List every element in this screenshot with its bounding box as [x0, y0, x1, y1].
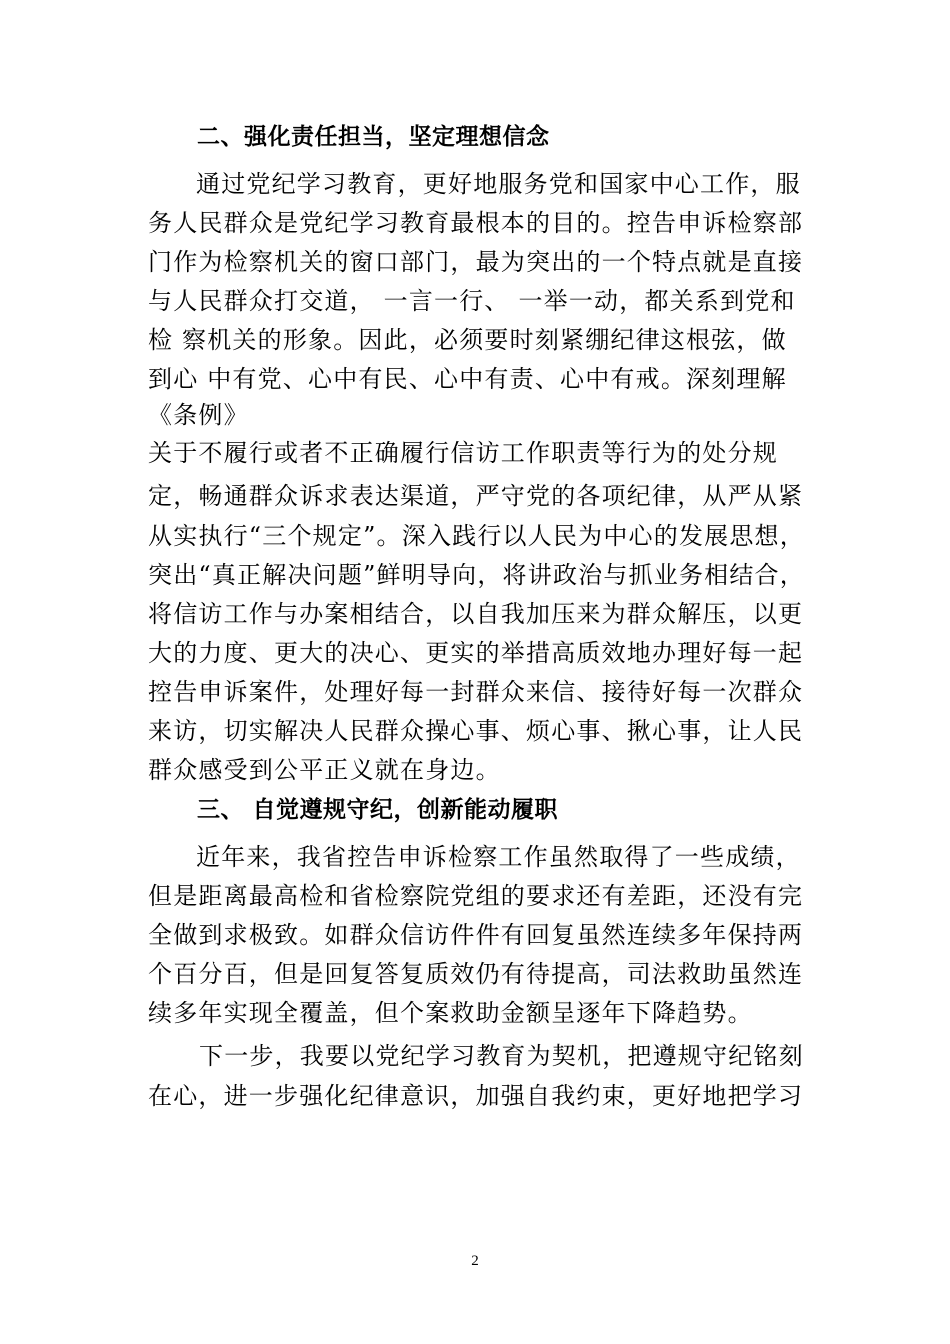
paragraph-line: 与人民群众打交道， 一言一行、 一举一动，都关系到党和	[148, 287, 796, 315]
paragraph-line: 来访，切实解决人民群众操心事、烦心事、揪心事，让人民	[148, 717, 804, 745]
section-heading-3: 三、 自觉遵规守纪，创新能动履职	[197, 797, 559, 823]
paragraph-line: 到心 中有党、心中有民、心中有责、心中有戒。深刻理解	[148, 365, 787, 393]
paragraph-line: 务人民群众是党纪学习教育最根本的目的。控告申诉检察部	[148, 209, 804, 237]
paragraph-line: 续多年实现全覆盖，但个案救助金额呈逐年下降趋势。	[148, 999, 753, 1027]
page-number: 2	[471, 1253, 479, 1269]
paragraph-line: 个百分百，但是回复答复质效仍有待提高，司法救助虽然连	[148, 960, 804, 988]
paragraph-line: 关于不履行或者不正确履行信访工作职责等行为的处分规	[148, 439, 778, 467]
paragraph-line: 门作为检察机关的窗口部门，最为突出的一个特点就是直接	[148, 248, 804, 276]
paragraph-line: 全做到求极致。如群众信访件件有回复虽然连续多年保持两	[148, 921, 804, 949]
paragraph-line: 下一步，我要以党纪学习教育为契机，把遵规守纪铭刻	[199, 1042, 804, 1070]
paragraph-line: 突出“真正解决问题”鲜明导向，将讲政治与抓业务相结合，	[148, 561, 805, 589]
paragraph-line: 检 察机关的形象。因此，必须要时刻紧绷纪律这根弦，做	[148, 326, 787, 354]
paragraph-line: 将信访工作与办案相结合，以自我加压来为群众解压，以更	[148, 600, 804, 628]
paragraph-line: 大的力度、更大的决心、更实的举措高质效地办理好每一起	[148, 639, 804, 667]
paragraph-line: 群众感受到公平正义就在身边。	[148, 756, 501, 784]
paragraph-line: 近年来，我省控告申诉检察工作虽然取得了一些成绩，	[196, 843, 801, 871]
paragraph-line: 《条例》	[148, 401, 249, 429]
paragraph-line: 通过党纪学习教育，更好地服务党和国家中心工作，服	[196, 170, 801, 198]
paragraph-line: 在心，进一步强化纪律意识，加强自我约束，更好地把学习	[148, 1082, 804, 1110]
paragraph-line: 控告申诉案件，处理好每一封群众来信、接待好每一次群众	[148, 678, 804, 706]
section-heading-2: 二、强化责任担当，坚定理想信念	[197, 124, 550, 150]
paragraph-line: 定，畅通群众诉求表达渠道，严守党的各项纪律，从严从紧	[148, 482, 804, 510]
paragraph-line: 但是距离最高检和省检察院党组的要求还有差距，还没有完	[148, 882, 804, 910]
paragraph-line: 从实执行“三个规定”。深入践行以人民为中心的发展思想，	[148, 522, 805, 550]
